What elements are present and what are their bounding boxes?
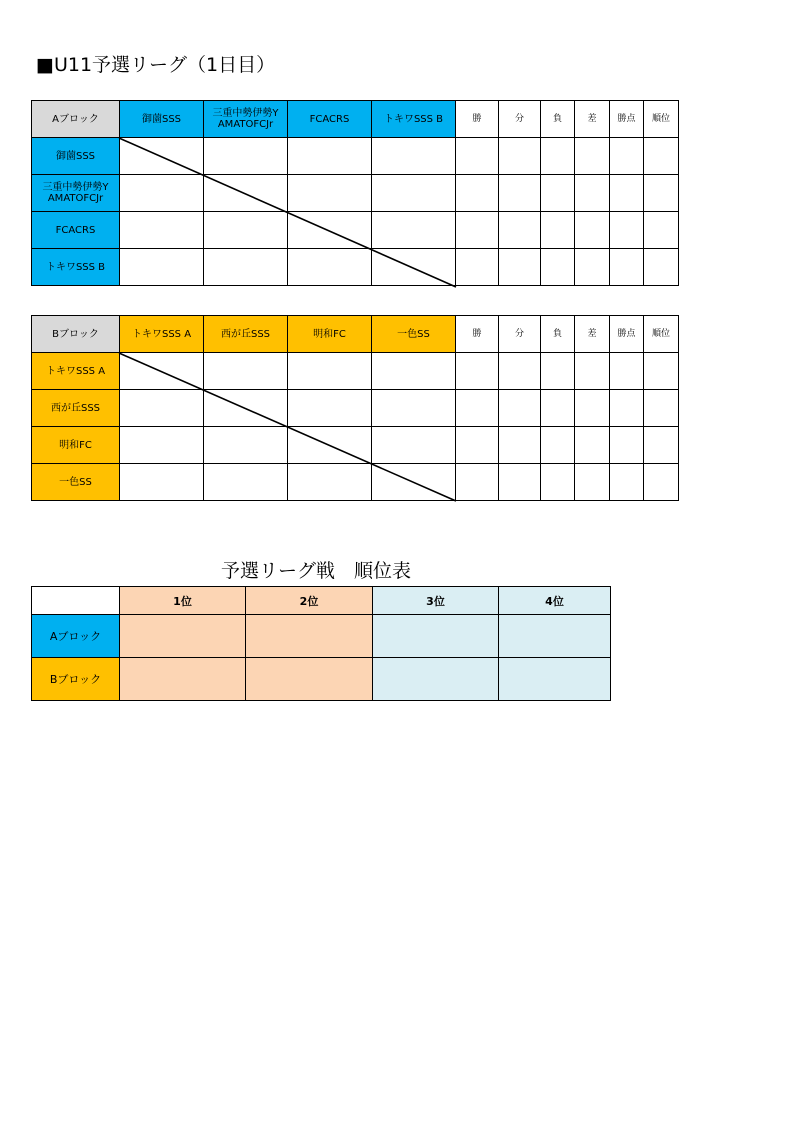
block-b-table [31, 315, 679, 501]
page-title: ■U11予選リーグ（1日目） [36, 54, 276, 76]
block-b-label: Bブロック [32, 316, 120, 353]
table-row [32, 464, 679, 501]
table-row [32, 353, 679, 390]
stat-header-losses: 負 [541, 101, 575, 138]
stat-header-diff: 差 [575, 101, 610, 138]
block-a-row-team-4: トキワSSS B [32, 249, 120, 286]
block-b-col-team-2: 西が丘SSS [204, 316, 288, 353]
stat-header-points: 勝点 [610, 101, 644, 138]
ranking-header-2: 2位 [246, 587, 373, 615]
ranking-table [31, 586, 611, 701]
ranking-header-3: 3位 [373, 587, 499, 615]
stat-header-draws: 分 [499, 316, 541, 353]
ranking-row-a: Aブロック [32, 615, 120, 658]
table-row [32, 658, 611, 701]
stat-header-draws: 分 [499, 101, 541, 138]
table-row [32, 427, 679, 464]
block-b-row-team-3: 明和FC [32, 427, 120, 464]
block-b-row-team-4: 一色SS [32, 464, 120, 501]
table-row [32, 249, 679, 286]
table-row [32, 615, 611, 658]
block-b-col-team-1: トキワSSS A [120, 316, 204, 353]
stat-header-points: 勝点 [610, 316, 644, 353]
ranking-title: 予選リーグ戦 順位表 [221, 560, 412, 582]
table-row [32, 212, 679, 249]
block-b-col-team-4: 一色SS [372, 316, 456, 353]
stat-header-diff: 差 [575, 316, 610, 353]
block-a-table [31, 100, 679, 286]
table-row [32, 138, 679, 175]
block-a-col-team-4: トキワSSS B [372, 101, 456, 138]
ranking-row-b: Bブロック [32, 658, 120, 701]
block-a-col-team-2: 三重中勢伊勢Y AMATOFCJr [204, 101, 288, 138]
block-a-row-team-3: FCACRS [32, 212, 120, 249]
block-a-col-team-1: 御薗SSS [120, 101, 204, 138]
block-a-row-team-1: 御薗SSS [32, 138, 120, 175]
ranking-corner [32, 587, 120, 615]
block-a-col-team-3: FCACRS [288, 101, 372, 138]
stat-header-rank: 順位 [644, 101, 679, 138]
block-a-row-team-2: 三重中勢伊勢Y AMATOFCJr [32, 175, 120, 212]
ranking-header-1: 1位 [120, 587, 246, 615]
stat-header-wins: 勝 [456, 316, 499, 353]
block-b-row-team-2: 西が丘SSS [32, 390, 120, 427]
ranking-header-4: 4位 [499, 587, 611, 615]
block-a-label: Aブロック [32, 101, 120, 138]
stat-header-wins: 勝 [456, 101, 499, 138]
stat-header-rank: 順位 [644, 316, 679, 353]
table-row [32, 175, 679, 212]
block-b-col-team-3: 明和FC [288, 316, 372, 353]
table-row [32, 390, 679, 427]
block-b-row-team-1: トキワSSS A [32, 353, 120, 390]
stat-header-losses: 負 [541, 316, 575, 353]
